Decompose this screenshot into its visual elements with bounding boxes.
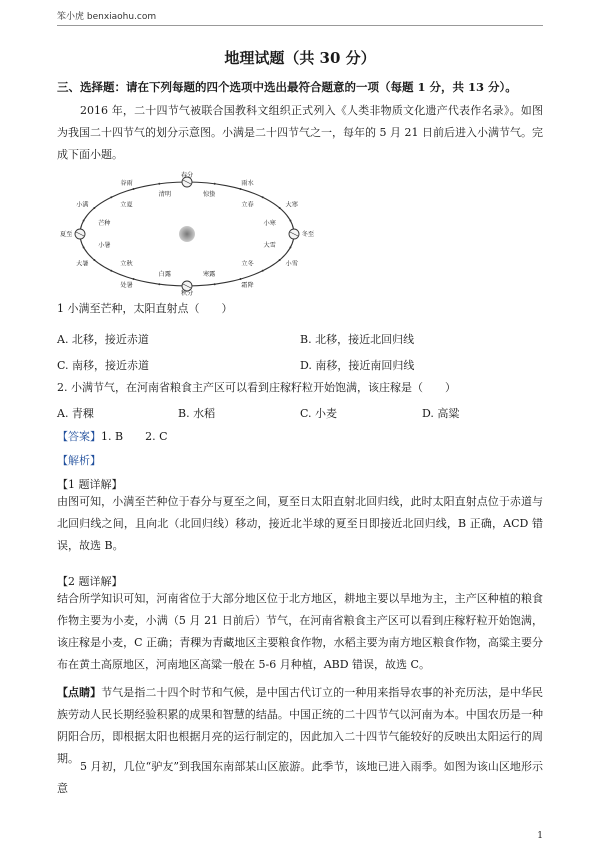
term-label: 冬至 <box>301 231 315 238</box>
tip-text: 节气是指二十四个时节和气候，是中国古代订立的一种用来指导农事的补充历法，是中华民族劳动人民长期经验积累的成果和智慧的结晶。中国正统的二十四节气以河南为本。中国农历是一种阴阳合历，即根据太阳也根据月亮的运行制定的，因此加入二十四节气能较好的反映出太阳运行的周期。 <box>57 686 543 765</box>
q1-option-a: A. 北移，接近赤道 <box>57 333 149 346</box>
term-label: 雨水 <box>241 180 254 188</box>
orbit-point <box>279 259 281 261</box>
orbit-point <box>240 188 242 190</box>
term-label: 小雪 <box>285 260 298 268</box>
term-label: 清明 <box>158 190 172 198</box>
term-label: 夏至 <box>59 231 73 238</box>
header-site: 笨小虎 benxiaohu.com <box>57 12 157 22</box>
orbit-point <box>93 207 95 209</box>
q1-option-b: B. 北移，接近北回归线 <box>300 333 415 346</box>
term-label: 大雪 <box>263 241 276 249</box>
orbit-point <box>289 220 291 222</box>
term-label: 大寒 <box>285 201 298 209</box>
term-label: 秋分 <box>180 289 194 297</box>
q2-option-d: D. 高粱 <box>422 407 460 420</box>
term-label: 大暑 <box>76 260 89 268</box>
answer-line <box>57 428 167 444</box>
orbit-point <box>158 183 160 185</box>
detail1-text: 由图可知，小满至芒种位于春分与夏至之间，夏至日太阳直射北回归线，此时太阳直射点位于赤道与北回归线之间，且向北（北回归线）移动，接近北半球的夏至日即接近北回归线，B 正确，ACD 错误，故选 B。 <box>57 495 543 552</box>
q2-option-b: B. 水稻 <box>178 407 216 420</box>
solar-terms-diagram <box>57 172 317 297</box>
term-label: 立夏 <box>120 201 133 209</box>
term-label: 小满 <box>76 201 89 209</box>
q2-stem: 2. 小满节气，在河南省粮食主产区可以看到庄稼籽粒开始饱满，该庄稼是（ ） <box>57 381 456 394</box>
term-label: 谷雨 <box>120 180 133 188</box>
detail2-text: 结合所学知识可知，河南省位于大部分地区位于北方地区，耕地主要以旱地为主，主产区种植的粮食作物主要为小麦，小满（5 月 21 日前后）节气，在河南省粮食主产区可以看到庄稼籽粒开始饱满，该庄稼是小麦，C 正确；青稞为青藏地区主要粮食作物，水稻主要为南方地区粮食作物，高粱主要分布在黄土高原地区，河南地区高粱一般在 5-6 月种植，ABD 错误，故选 C。 <box>57 592 543 671</box>
term-label: 春分 <box>180 172 194 180</box>
term-label: 小暑 <box>98 241 111 249</box>
term-label: 白露 <box>158 271 172 279</box>
term-label: 惊蛰 <box>202 190 216 198</box>
tip-tag: 【点睛】 <box>57 686 102 699</box>
sun-icon <box>179 226 195 242</box>
q1-option-d: D. 南移，接近南回归线 <box>300 359 415 372</box>
analysis-tag: 【解析】 <box>57 454 101 467</box>
detail1-tag: 【1 题详解】 <box>57 478 123 491</box>
orbit-point <box>110 270 112 272</box>
term-label: 立秋 <box>120 260 133 268</box>
term-label: 寒露 <box>202 271 216 279</box>
orbit-point <box>83 246 85 248</box>
answer-text: 1. B 2. C <box>101 430 168 443</box>
answer-tag: 【答案】 <box>57 430 101 443</box>
orbit-point <box>93 259 95 261</box>
term-label: 芒种 <box>98 220 111 228</box>
orbit-point <box>262 196 264 198</box>
q1-option-c: C. 南移，接近赤道 <box>57 359 150 372</box>
orbit-point <box>262 270 264 272</box>
header-divider <box>57 25 543 26</box>
next-question-intro: 5 月初，几位“驴友”到我国东南部某山区旅游。此季节，该地已进入雨季。如图为该山区地形示意 <box>57 760 543 795</box>
term-label: 小寒 <box>263 220 276 228</box>
orbit-point <box>110 196 112 198</box>
orbit-point <box>289 246 291 248</box>
page-number: 1 <box>537 831 543 841</box>
orbit-point <box>133 278 135 280</box>
detail2-tag: 【2 题详解】 <box>57 575 123 588</box>
page-title: 地理试题（共 30 分） <box>224 49 376 67</box>
q2-option-c: C. 小麦 <box>300 407 338 420</box>
orbit-point <box>133 188 135 190</box>
section-heading: 三、选择题：请在下列每题的四个选项中选出最符合题意的一项（每题 1 分，共 13 分）。 <box>57 80 517 94</box>
term-label: 立冬 <box>241 260 254 268</box>
orbit-point <box>279 207 281 209</box>
orbit-point <box>83 220 85 222</box>
term-label: 立春 <box>241 201 254 209</box>
term-label: 霜降 <box>241 281 254 289</box>
term-label: 处暑 <box>120 281 133 289</box>
orbit-point <box>214 183 216 185</box>
q2-option-a: A. 青稞 <box>57 407 94 420</box>
orbit-point <box>214 283 216 285</box>
q1-stem: 1 小满至芒种，太阳直射点（ ） <box>57 302 233 315</box>
orbit-point <box>240 278 242 280</box>
intro-paragraph: 2016 年，二十四节气被联合国教科文组织正式列入《人类非物质文化遗产代表作名录》。如图为我国二十四节气的划分示意图。小满是二十四节气之一，每年的 5 月 21 日前后进入小满节气。完成下面小题。 <box>57 104 543 161</box>
orbit-point <box>158 283 160 285</box>
